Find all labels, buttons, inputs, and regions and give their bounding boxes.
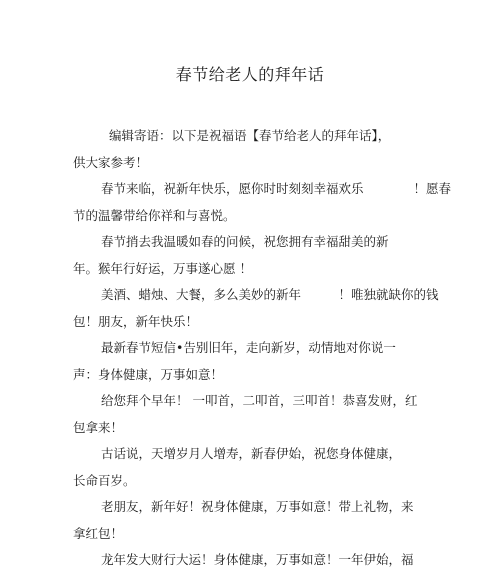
paragraph-line: 拿红包！ [73, 525, 124, 541]
paragraph-line: 包拿来！ [73, 419, 124, 435]
paragraph-line: 长命百岁。 [73, 472, 136, 488]
paragraph-intro [73, 123, 433, 176]
paragraph-line: 古话说，天增岁月人增寿，新春伊始，祝您身体健康， [101, 446, 402, 461]
paragraph-line: 节的温馨带给你祥和与喜悦。 [73, 207, 236, 223]
paragraph-line: 给您拜个早年！ 一叩首，二叩首，三叩首！恭喜发财，红 [101, 393, 418, 408]
paragraph-line: 最新春节短信•告别旧年，走向新岁，动情地对你说一 [101, 340, 396, 355]
paragraph-line: 老朋友，新年好！祝身体健康，万事如意！带上礼物，来 [101, 499, 414, 514]
paragraph-line: 编辑寄语：以下是祝福语【春节给老人的拜年话】， [109, 128, 391, 143]
paragraph-blessing [73, 176, 452, 229]
document-title: 春节给老人的拜年话 [175, 65, 325, 84]
paragraph-blessing [73, 494, 433, 547]
paragraph-line: 龙年发大财行大运！身体健康，万事如意！一年伊始，福 [101, 552, 414, 567]
paragraph-blessing [73, 335, 433, 388]
paragraph-line: 包！朋友，新年快乐！ [73, 313, 199, 329]
paragraph-blessing [73, 547, 433, 574]
paragraph-blessing [73, 282, 439, 335]
paragraph-blessing [73, 388, 433, 441]
paragraph-line: 年。猴年行好运，万事遂心愿 ！ [73, 260, 252, 276]
paragraph-line: 春节捎去我温暖如春的问候，祝您拥有幸福甜美的新 [101, 234, 389, 249]
paragraph-line: 声：身体健康，万事如意！ [73, 366, 224, 382]
paragraph-line: 供大家参考！ [73, 154, 149, 170]
paragraph-blessing [73, 441, 433, 494]
paragraph-blessing [73, 229, 433, 282]
paragraph-line: 美酒、蜡烛、大餐，多么美妙的新年 ！唯独就缺你的钱 [101, 287, 439, 302]
paragraph-line: 春节来临，祝新年快乐，愿你时时刻刻幸福欢乐 ！愿春 [101, 181, 452, 196]
